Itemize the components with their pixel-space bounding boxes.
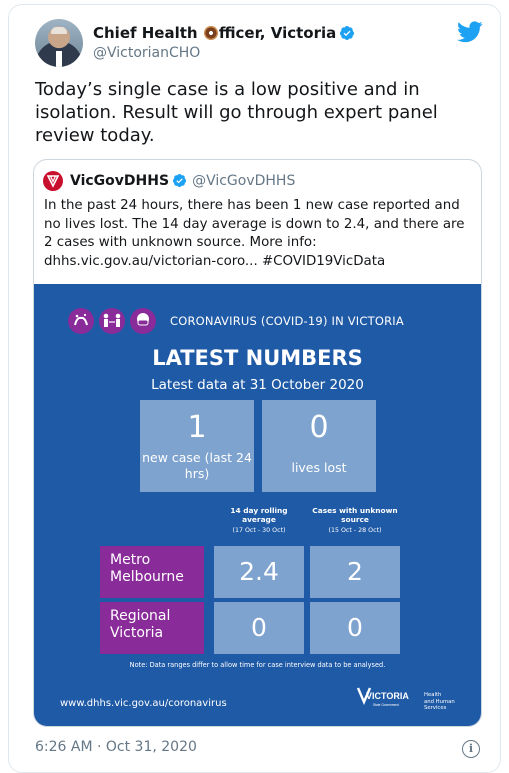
distancing-icon <box>99 308 125 334</box>
verified-badge-icon <box>172 173 187 188</box>
regional-unknown-source: 0 <box>310 602 400 654</box>
quoted-text: In the past 24 hours, there has been 1 new case reported and no lives lost. The 14 day average is down to 2.4, and there are 2 cases with unknown source. More info: dhhs.vic.gov.au/victorian-coro... #COVID19VicData <box>44 198 465 269</box>
hand-wash-icon <box>68 308 94 334</box>
infographic-header: CORONAVIRUS (COVID-19) IN VICTORIA <box>170 314 404 328</box>
latest-numbers-title: LATEST NUMBERS <box>152 346 363 370</box>
regional-rolling-average: 0 <box>214 602 304 654</box>
donut-emoji-icon <box>204 26 218 40</box>
metro-rolling-average: 2.4 <box>214 546 304 598</box>
new-case-value: 1 <box>187 410 207 445</box>
tweet-text: Today’s single case is a low positive and in isolation. Result will go through expert panel review today. <box>35 79 438 146</box>
verified-badge-icon <box>339 25 355 41</box>
author-display-name[interactable]: Chief Health fficer, Victoria <box>93 24 355 42</box>
svg-text:State Government: State Government <box>373 703 399 707</box>
author-avatar[interactable] <box>35 19 83 67</box>
victoria-logo-icon <box>356 686 412 712</box>
lives-lost-box <box>262 400 376 492</box>
lives-lost-label: lives lost <box>291 460 347 475</box>
tweet-timestamp[interactable]: 6:26 AM · Oct 31, 2020 <box>35 739 197 755</box>
metro-melbourne-label: Metro Melbourne <box>100 546 204 598</box>
tweet-card <box>8 4 501 773</box>
dhhs-website: www.dhhs.vic.gov.au/coronavirus <box>60 698 227 709</box>
info-icon[interactable]: i <box>462 740 480 758</box>
lives-lost-value: 0 <box>309 410 329 445</box>
face-mask-icon <box>130 308 156 334</box>
metro-unknown-source: 2 <box>310 546 400 598</box>
rolling-average-header: 14 day rolling average (17 Oct - 30 Oct) <box>230 506 288 534</box>
regional-victoria-label: Regional Victoria <box>100 602 204 654</box>
new-case-label: new case (last 24 hrs) <box>142 450 252 481</box>
covid-infographic[interactable] <box>34 284 481 727</box>
author-handle[interactable]: @VictorianCHO <box>93 45 201 61</box>
new-case-box <box>140 400 254 492</box>
quoted-avatar[interactable] <box>43 171 63 191</box>
data-range-note: Note: Data ranges differ to allow time for case interview data to be analysed. <box>129 661 386 669</box>
dhhs-department-name: Health and Human Services <box>424 692 455 711</box>
svg-text:VICTORIA: VICTORIA <box>366 691 409 701</box>
vic-shield-icon <box>46 174 60 188</box>
quoted-tweet[interactable] <box>33 159 482 727</box>
twitter-bird-icon[interactable] <box>457 21 483 43</box>
latest-data-date: Latest data at 31 October 2020 <box>151 377 364 393</box>
quoted-handle: @VicGovDHHS <box>192 173 296 189</box>
quoted-display-name[interactable]: VicGovDHHS @VicGovDHHS <box>70 173 296 189</box>
unknown-source-header: Cases with unknown source (15 Oct - 28 Oct) <box>312 506 398 534</box>
